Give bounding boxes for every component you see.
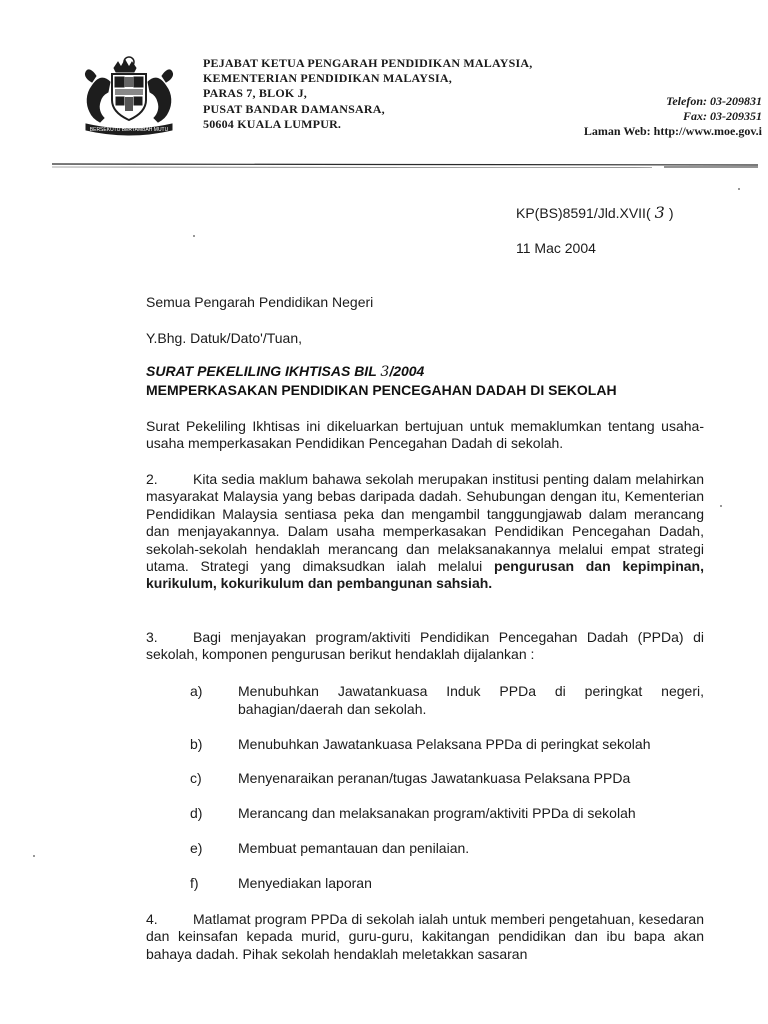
scan-speck — [33, 855, 35, 857]
list-item-label: d) — [190, 805, 203, 821]
list-item-text: Menubuhkan Jawatankuasa Induk PPDa di peringkat negeri, bahagian/daerah dan sekolah. — [238, 683, 704, 717]
list-item-label: b) — [190, 736, 203, 752]
address-line: PUSAT BANDAR DAMANSARA, — [203, 101, 385, 116]
list-item-label: a) — [190, 683, 203, 699]
list-item — [190, 805, 704, 823]
list-item-text: Menubuhkan Jawatankuasa Pelaksana PPDa di peringkat sekolah — [238, 736, 651, 752]
coat-of-arms-icon — [74, 52, 184, 136]
fax-value: 03-209351 — [710, 109, 762, 124]
reference-handwritten: 3 — [654, 203, 665, 222]
telefon-label: Telefon: — [666, 94, 707, 108]
address-line: 50604 KUALA LUMPUR. — [203, 116, 342, 131]
fax-label: Fax: — [683, 109, 707, 124]
list-item — [190, 875, 704, 893]
web-label: Laman Web: — [583, 124, 651, 139]
paragraph-4 — [146, 911, 704, 963]
scan-speck — [193, 235, 195, 237]
subject-handwritten-number: 3 — [380, 364, 390, 380]
list-item-label: c) — [190, 770, 202, 786]
paragraph-1: Surat Pekeliling Ikhtisas ini dikeluarkan bertujuan untuk memaklumkan tentang usaha-usaha memperkasakan Pendidikan Pencegahan Dadah di sekolah. — [146, 418, 704, 452]
web-line — [584, 124, 762, 139]
letter-date: 11 Mac 2004 — [516, 240, 596, 256]
scan-speck — [738, 188, 740, 190]
list-item-label: e) — [190, 840, 203, 856]
reference-code: KP(BS)8591/Jld.XVII( — [516, 205, 651, 221]
paragraph-4-text: Matlamat program PPDa di sekolah ialah untuk memberi pengetahuan, kesedaran dan keinsafan kepada murid, guru-guru, kakitangan pendidikan dan ibu bapa akan bahaya dadah. Pihak sekolah hendaklah meletakkan sasaran — [146, 911, 704, 962]
paragraph-2-text: Kita sedia maklum bahawa sekolah merupakan institusi penting dalam melahirkan masyarakat Malaysia yang bebas daripada dadah. Sehubungan dengan itu, Kementerian Pendidikan Malaysia sentiasa peka dan mengambil tanggungjawab dalam merancang dan menjayakannya. Dalam usaha memperkasakan Pendidikan Pencegahan Dadah, sekolah-sekolah hendaklah merancang dan melaksanakannya melalui empat strategi utama. Strategi yang dimaksudkan ialah melalui — [146, 471, 704, 575]
list-item — [190, 770, 704, 788]
letter-subject — [146, 362, 617, 399]
address-line: PARAS 7, BLOK J, — [203, 86, 307, 101]
address-line: PEJABAT KETUA PENGARAH PENDIDIKAN MALAYSIA, — [203, 56, 533, 70]
addressee: Semua Pengarah Pendidikan Negeri — [146, 294, 374, 310]
subject-suffix: /2004 — [389, 363, 425, 379]
reference-close: ) — [668, 205, 674, 221]
letterhead-contact — [584, 94, 762, 140]
paragraph-2 — [146, 471, 704, 593]
fax-line — [584, 109, 762, 124]
list-item-text: Menyediakan laporan — [238, 875, 372, 891]
list-item-label: f) — [190, 875, 199, 891]
telefon-value: 03-209831 — [710, 94, 762, 108]
subject-line-2: MEMPERKASAKAN PENDIDIKAN PENCEGAHAN DADAH DI SEKOLAH — [146, 382, 617, 398]
paragraph-number: 2. — [146, 471, 158, 487]
letterhead-address — [203, 56, 532, 132]
list-item-text: Menyenaraikan peranan/tugas Jawatankuasa Pelaksana PPDa — [238, 770, 631, 786]
list-item — [190, 736, 704, 754]
letterhead-divider — [52, 158, 758, 172]
reference-number — [516, 203, 673, 222]
list-item-text: Membuat pemantauan dan penilaian. — [238, 840, 470, 856]
telefon-line — [584, 94, 762, 109]
salutation: Y.Bhg. Datuk/Dato'/Tuan, — [146, 330, 302, 346]
paragraph-3 — [146, 629, 704, 664]
web-value: http://www.moe.gov.i — [653, 124, 762, 139]
svg-text:BERSEKUTU BERTAMBAH MUTU: BERSEKUTU BERTAMBAH MUTU — [89, 127, 169, 133]
scan-speck — [720, 505, 722, 507]
address-line: KEMENTERIAN PENDIDIKAN MALAYSIA, — [203, 71, 452, 86]
paragraph-number: 3. — [146, 629, 158, 645]
subject-prefix: SURAT PEKELILING IKHTISAS BIL — [146, 363, 381, 379]
list-item — [190, 683, 704, 718]
list-item — [190, 840, 704, 858]
paragraph-number: 4. — [146, 911, 158, 927]
subject-line-1 — [146, 362, 617, 381]
paragraph-3-text: Bagi menjayakan program/aktiviti Pendidikan Pencegahan Dadah (PPDa) di sekolah, komponen pengurusan berikut hendaklah dijalankan : — [146, 629, 704, 663]
list-item-text: Merancang dan melaksanakan program/aktiviti PPDa di sekolah — [238, 805, 636, 821]
paragraph-2-strategies: pengurusan dan kepimpinan, kurikulum, kokurikulum dan pembangunan sahsiah. — [146, 558, 704, 592]
